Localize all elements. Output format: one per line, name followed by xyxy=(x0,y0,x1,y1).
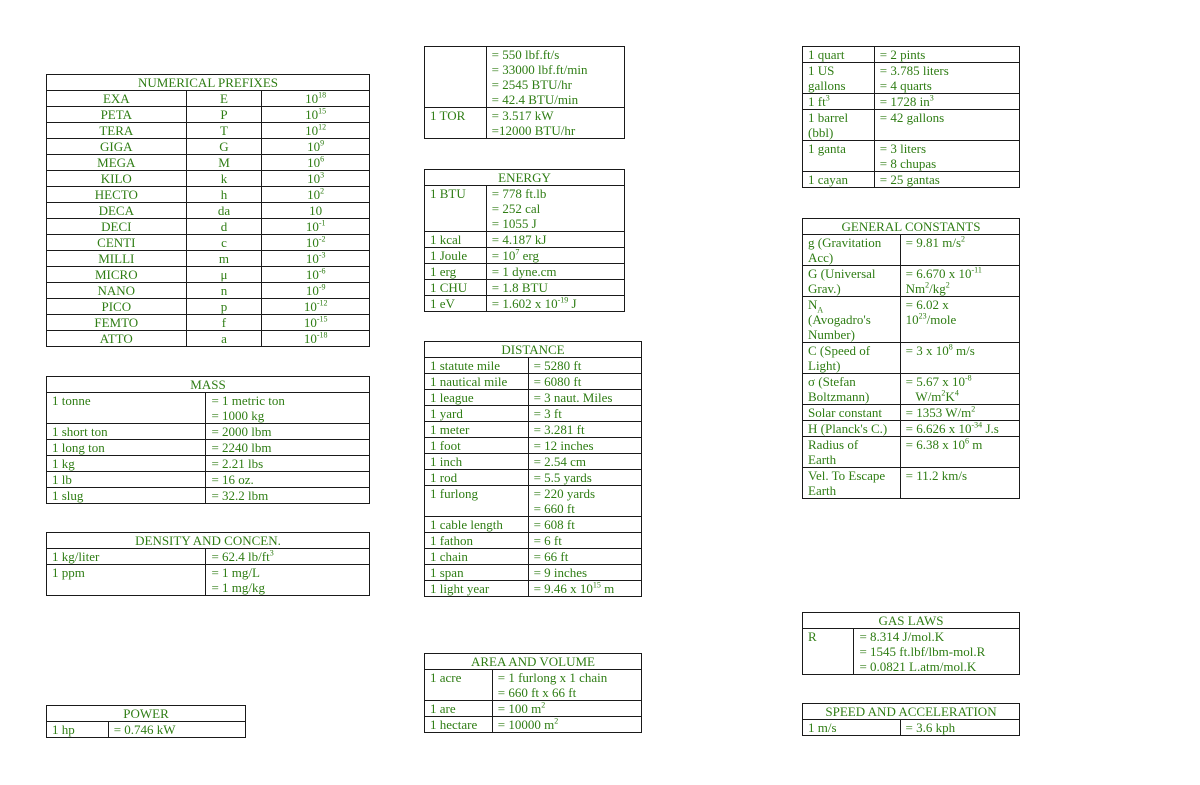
value-cell: = 2.54 cm xyxy=(528,454,641,470)
constant-name: Vel. To Escape Earth xyxy=(803,468,901,499)
table-row xyxy=(803,141,1020,172)
table-row xyxy=(47,722,246,738)
table-row xyxy=(803,468,1020,499)
prefix-symbol: d xyxy=(186,219,262,235)
table-title: POWER xyxy=(47,706,246,722)
prefix-factor: $10^{-12}$ xyxy=(262,299,370,315)
value-cell: = 1728 $in^3$ xyxy=(874,94,1019,110)
table-row xyxy=(803,405,1020,421)
table-row xyxy=(425,470,642,486)
value-cell: = 1000 kg xyxy=(206,408,370,424)
table-row xyxy=(47,219,370,235)
table-row xyxy=(47,91,370,107)
table-row xyxy=(47,393,370,409)
table-row xyxy=(47,456,370,472)
constant-value: = 11.2 km/s xyxy=(900,468,1019,499)
prefix-name: MEGA xyxy=(47,155,187,171)
table-row xyxy=(47,408,370,424)
value-cell: = 608 ft xyxy=(528,517,641,533)
unit-cell: 1 are xyxy=(425,701,493,717)
table-row xyxy=(425,533,642,549)
unit-cell: 1 tonne xyxy=(47,393,206,409)
prefix-name: CENTI xyxy=(47,235,187,251)
table-row xyxy=(803,343,1020,374)
unit-cell: 1 long ton xyxy=(47,440,206,456)
prefix-name: DECA xyxy=(47,203,187,219)
value-cell: = 16 oz. xyxy=(206,472,370,488)
prefix-name: EXA xyxy=(47,91,187,107)
table-row xyxy=(803,629,1020,675)
table-row xyxy=(425,454,642,470)
unit-cell: 1 ganta xyxy=(803,141,875,172)
prefix-symbol: p xyxy=(186,299,262,315)
unit-cell: 1 Joule xyxy=(425,248,487,264)
table-row xyxy=(425,438,642,454)
value-cell: = 2.21 lbs xyxy=(206,456,370,472)
value-cell: = 1 mg/L xyxy=(206,565,370,581)
unit-cell: 1 kcal xyxy=(425,232,487,248)
gas-laws-table xyxy=(802,612,1020,675)
table-row xyxy=(425,374,642,390)
speed-acceleration-table xyxy=(802,703,1020,736)
value-cell: = 3.517 kW =12000 BTU/hr xyxy=(486,108,624,139)
table-row xyxy=(803,172,1020,188)
unit-cell: 1 lb xyxy=(47,472,206,488)
value-cell: = 9 inches xyxy=(528,565,641,581)
table-row xyxy=(47,283,370,299)
constant-value: = 1353 $W/m^2$ xyxy=(900,405,1019,421)
value-cell: = 3.281 ft xyxy=(528,422,641,438)
value-cell: = 10000 $m^2$ xyxy=(492,717,641,733)
prefix-name: NANO xyxy=(47,283,187,299)
constant-value: = 6.670 x $10^{-11}$ $Nm^2/kg^2$ xyxy=(900,266,1019,297)
prefix-factor: $10^9$ xyxy=(262,139,370,155)
constant-name: $N_A$ (Avogadro's Number) xyxy=(803,297,901,343)
table-row xyxy=(803,720,1020,736)
prefix-symbol: G xyxy=(186,139,262,155)
value-cell: = 220 yards = 660 ft xyxy=(528,486,641,517)
unit-cell xyxy=(47,580,206,596)
constant-value: = 6.02 x $10^{23}$/mole xyxy=(900,297,1019,343)
constant-value: = 6.38 x $10^6$ m xyxy=(900,437,1019,468)
table-row xyxy=(47,440,370,456)
table-row xyxy=(47,549,370,565)
distance-table xyxy=(424,341,642,597)
table-row xyxy=(425,581,642,597)
table-row xyxy=(425,47,625,108)
unit-cell: 1 cable length xyxy=(425,517,529,533)
table-title: SPEED AND ACCELERATION xyxy=(803,704,1020,720)
table-row xyxy=(425,565,642,581)
table-title: DENSITY AND CONCEN. xyxy=(47,533,370,549)
table-row xyxy=(425,248,625,264)
prefix-factor: $10^{-15}$ xyxy=(262,315,370,331)
unit-cell: 1 $ft^3$ xyxy=(803,94,875,110)
value-cell: = 100 $m^2$ xyxy=(492,701,641,717)
constant-value: = 6.626 x $10^{-34}$ J.s xyxy=(900,421,1019,437)
table-row xyxy=(803,47,1020,63)
table-row xyxy=(803,266,1020,297)
table-row xyxy=(803,94,1020,110)
energy-table xyxy=(424,169,625,312)
prefix-name: FEMTO xyxy=(47,315,187,331)
table-row xyxy=(47,251,370,267)
constant-value: = 5.67 x $10^{-8}$ $W/m^2K^4$ xyxy=(900,374,1019,405)
prefix-symbol: f xyxy=(186,315,262,331)
table-row xyxy=(47,580,370,596)
table-row xyxy=(47,565,370,581)
unit-cell: 1 hectare xyxy=(425,717,493,733)
value-cell: = 1.8 BTU xyxy=(486,280,624,296)
table-row xyxy=(425,422,642,438)
value-cell: = 1 furlong x 1 chain = 660 ft x 66 ft xyxy=(492,670,641,701)
value-cell: = 3 ft xyxy=(528,406,641,422)
constant-value: = 9.81 $m/s^2$ xyxy=(900,235,1019,266)
unit-cell: 1 span xyxy=(425,565,529,581)
table-row xyxy=(47,171,370,187)
value-cell: = 2240 lbm xyxy=(206,440,370,456)
table-row xyxy=(425,701,642,717)
table-row xyxy=(425,717,642,733)
density-table xyxy=(46,532,370,596)
prefix-symbol: a xyxy=(186,331,262,347)
prefix-factor: $10^2$ xyxy=(262,187,370,203)
value-cell: = 12 inches xyxy=(528,438,641,454)
value-cell: = 42 gallons xyxy=(874,110,1019,141)
unit-cell: 1 chain xyxy=(425,549,529,565)
table-row xyxy=(47,123,370,139)
value-cell: = 25 gantas xyxy=(874,172,1019,188)
unit-cell: 1 US gallons xyxy=(803,63,875,94)
value-cell: = 1 dyne.cm xyxy=(486,264,624,280)
value-cell: = 778 ft.lb = 252 cal = 1055 J xyxy=(486,186,624,232)
prefix-factor: $10^{-3}$ xyxy=(262,251,370,267)
constant-name: Radius of Earth xyxy=(803,437,901,468)
prefix-name: MICRO xyxy=(47,267,187,283)
table-row xyxy=(803,437,1020,468)
unit-cell: 1 rod xyxy=(425,470,529,486)
table-row xyxy=(47,331,370,347)
table-title: AREA AND VOLUME xyxy=(425,654,642,670)
table-row xyxy=(425,280,625,296)
prefix-name: DECI xyxy=(47,219,187,235)
value-cell: = 32.2 lbm xyxy=(206,488,370,504)
value-cell: = 2000 lbm xyxy=(206,424,370,440)
table-row xyxy=(47,139,370,155)
value-cell: = 1.602 x $10^{-19}$ J xyxy=(486,296,624,312)
table-title: MASS xyxy=(47,377,370,393)
unit-cell: 1 acre xyxy=(425,670,493,701)
value-cell: = 3 naut. Miles xyxy=(528,390,641,406)
mass-table xyxy=(46,376,370,504)
prefix-symbol: P xyxy=(186,107,262,123)
value-cell: = 5280 ft xyxy=(528,358,641,374)
unit-cell: 1 yard xyxy=(425,406,529,422)
value-cell: = 3.785 liters = 4 quarts xyxy=(874,63,1019,94)
value-cell: = 66 ft xyxy=(528,549,641,565)
numerical-prefixes-table xyxy=(46,74,370,347)
prefix-symbol: c xyxy=(186,235,262,251)
prefix-factor: $10^{-6}$ xyxy=(262,267,370,283)
table-row xyxy=(47,472,370,488)
unit-cell: 1 TOR xyxy=(425,108,487,139)
prefix-factor: $10^{18}$ xyxy=(262,91,370,107)
prefix-symbol: m xyxy=(186,251,262,267)
prefix-factor: $10^6$ xyxy=(262,155,370,171)
prefix-symbol: h xyxy=(186,187,262,203)
table-row xyxy=(47,488,370,504)
unit-cell: 1 erg xyxy=(425,264,487,280)
unit-cell: 1 statute mile xyxy=(425,358,529,374)
unit-cell: 1 hp xyxy=(47,722,109,738)
prefix-name: PICO xyxy=(47,299,187,315)
prefix-factor: $10^{12}$ xyxy=(262,123,370,139)
table-title: NUMERICAL PREFIXES xyxy=(47,75,370,91)
table-row xyxy=(803,297,1020,343)
prefix-factor: $10^3$ xyxy=(262,171,370,187)
unit-cell: R xyxy=(803,629,854,675)
prefix-symbol: M xyxy=(186,155,262,171)
prefix-name: TERA xyxy=(47,123,187,139)
table-row xyxy=(425,232,625,248)
table-title: GENERAL CONSTANTS xyxy=(803,219,1020,235)
prefix-symbol: μ xyxy=(186,267,262,283)
value-cell: = 550 lbf.ft/s = 33000 lbf.ft/min = 2545 BTU/hr = 42.4 BTU/min xyxy=(486,47,624,108)
prefix-name: ATTO xyxy=(47,331,187,347)
table-row xyxy=(425,406,642,422)
table-row xyxy=(425,486,642,517)
value-cell: = 5.5 yards xyxy=(528,470,641,486)
unit-cell: 1 ppm xyxy=(47,565,206,581)
table-row xyxy=(425,186,625,232)
general-constants-table xyxy=(802,218,1020,499)
constant-name: H (Planck's C.) xyxy=(803,421,901,437)
unit-cell: 1 league xyxy=(425,390,529,406)
table-row xyxy=(803,374,1020,405)
volume-table xyxy=(802,46,1020,188)
power-table xyxy=(46,705,246,738)
unit-cell: 1 inch xyxy=(425,454,529,470)
value-cell: = 6 ft xyxy=(528,533,641,549)
table-row xyxy=(425,390,642,406)
table-row xyxy=(47,107,370,123)
table-row xyxy=(425,670,642,701)
table-row xyxy=(425,517,642,533)
prefix-symbol: E xyxy=(186,91,262,107)
table-row xyxy=(47,315,370,331)
unit-cell: 1 kg xyxy=(47,456,206,472)
prefix-factor: $10^{-2}$ xyxy=(262,235,370,251)
unit-cell: 1 short ton xyxy=(47,424,206,440)
table-row xyxy=(803,110,1020,141)
table-row xyxy=(47,299,370,315)
table-row xyxy=(803,63,1020,94)
value-cell: = 1 metric ton xyxy=(206,393,370,409)
table-row xyxy=(425,296,625,312)
table-row xyxy=(47,155,370,171)
unit-cell: 1 slug xyxy=(47,488,206,504)
value-cell: = 6080 ft xyxy=(528,374,641,390)
table-row xyxy=(47,267,370,283)
value-cell: = 0.746 kW xyxy=(108,722,245,738)
unit-cell: 1 furlong xyxy=(425,486,529,517)
table-row xyxy=(803,235,1020,266)
unit-cell: 1 nautical mile xyxy=(425,374,529,390)
value-cell: = 3.6 kph xyxy=(900,720,1020,736)
value-cell: = 4.187 kJ xyxy=(486,232,624,248)
unit-cell xyxy=(425,47,487,108)
table-row xyxy=(47,203,370,219)
table-title: DISTANCE xyxy=(425,342,642,358)
prefix-factor: $10^{-18}$ xyxy=(262,331,370,347)
unit-cell: 1 fathon xyxy=(425,533,529,549)
prefix-symbol: n xyxy=(186,283,262,299)
table-row xyxy=(425,358,642,374)
prefix-factor: 10 xyxy=(262,203,370,219)
table-row xyxy=(425,108,625,139)
value-cell: = 9.46 x $10^{15}$ m xyxy=(528,581,641,597)
value-cell: = 2 pints xyxy=(874,47,1019,63)
prefix-symbol: da xyxy=(186,203,262,219)
constant-name: σ (Stefan Boltzmann) xyxy=(803,374,901,405)
prefix-symbol: T xyxy=(186,123,262,139)
constant-name: G (Universal Grav.) xyxy=(803,266,901,297)
prefix-factor: $10^{-9}$ xyxy=(262,283,370,299)
unit-cell xyxy=(47,408,206,424)
unit-cell: 1 foot xyxy=(425,438,529,454)
value-cell: = 1 mg/kg xyxy=(206,580,370,596)
unit-cell: 1 CHU xyxy=(425,280,487,296)
constant-value: = 3 x $10^8$ m/s xyxy=(900,343,1019,374)
power-continued-table xyxy=(424,46,625,139)
table-row xyxy=(425,264,625,280)
table-row xyxy=(47,187,370,203)
constant-name: g (Gravitation Acc) xyxy=(803,235,901,266)
table-row xyxy=(803,421,1020,437)
unit-cell: 1 m/s xyxy=(803,720,901,736)
area-volume-table xyxy=(424,653,642,733)
unit-cell: 1 meter xyxy=(425,422,529,438)
unit-cell: 1 BTU xyxy=(425,186,487,232)
prefix-name: KILO xyxy=(47,171,187,187)
value-cell: = 62.4 $lb/ft^3$ xyxy=(206,549,370,565)
prefix-name: GIGA xyxy=(47,139,187,155)
unit-cell: 1 kg/liter xyxy=(47,549,206,565)
prefix-name: HECTO xyxy=(47,187,187,203)
prefix-factor: $10^{-1}$ xyxy=(262,219,370,235)
unit-cell: 1 eV xyxy=(425,296,487,312)
constant-name: C (Speed of Light) xyxy=(803,343,901,374)
prefix-factor: $10^{15}$ xyxy=(262,107,370,123)
table-title: GAS LAWS xyxy=(803,613,1020,629)
value-cell: = 3 liters = 8 chupas xyxy=(874,141,1019,172)
unit-cell: 1 light year xyxy=(425,581,529,597)
unit-cell: 1 cayan xyxy=(803,172,875,188)
prefix-symbol: k xyxy=(186,171,262,187)
value-cell: = 8.314 J/mol.K = 1545 ft.lbf/lbm-mol.R = 0.0821 L.atm/mol.K xyxy=(854,629,1020,675)
table-title: ENERGY xyxy=(425,170,625,186)
value-cell: = $10^7$ erg xyxy=(486,248,624,264)
unit-cell: 1 quart xyxy=(803,47,875,63)
constant-name: Solar constant xyxy=(803,405,901,421)
unit-cell: 1 barrel (bbl) xyxy=(803,110,875,141)
prefix-name: PETA xyxy=(47,107,187,123)
prefix-name: MILLI xyxy=(47,251,187,267)
table-row xyxy=(47,424,370,440)
table-row xyxy=(425,549,642,565)
table-row xyxy=(47,235,370,251)
